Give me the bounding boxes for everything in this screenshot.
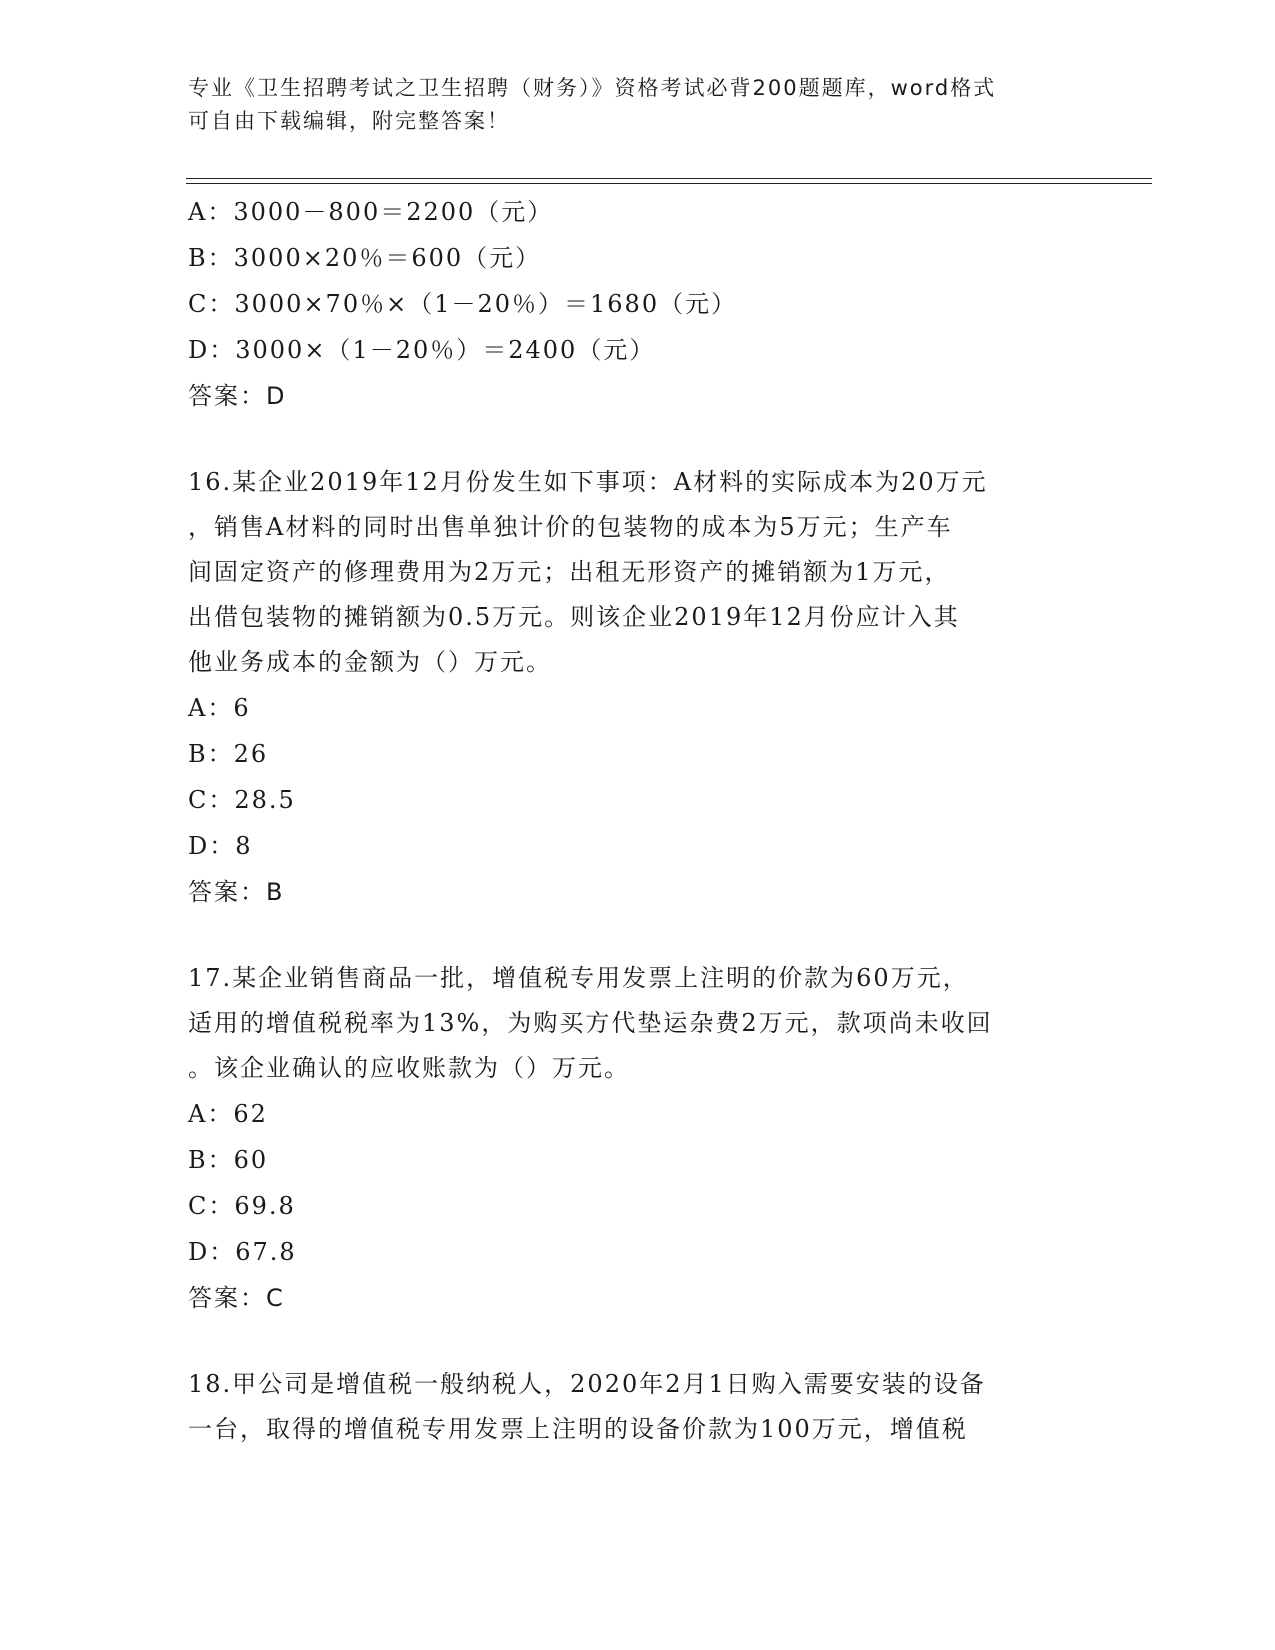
spacer	[188, 419, 1088, 460]
header-title-line-1: 专业《卫生招聘考试之卫生招聘（财务）》资格考试必背200题题库，word格式	[188, 76, 997, 100]
header-divider	[186, 178, 1152, 179]
option-c: C：28.5	[188, 786, 296, 814]
question-text-line: ，销售A材料的同时出售单独计价的包装物的成本为5万元；生产车	[188, 513, 953, 541]
question-text-line: 间固定资产的修理费用为2万元；出租无形资产的摊销额为1万元，	[188, 558, 951, 586]
question-text-line: 17.某企业销售商品一批，增值税专用发票上注明的价款为60万元，	[188, 964, 969, 992]
option-a: A：3000－800＝2200（元）	[188, 198, 554, 226]
document-body	[188, 189, 1088, 1452]
option-a: A：6	[188, 694, 251, 722]
spacer	[188, 1321, 1088, 1362]
option-c: C：3000×70％×（1－20％）＝1680（元）	[188, 290, 738, 318]
question-text-line: 他业务成本的金额为（）万元。	[188, 648, 552, 676]
answer-line: 答案：B	[188, 878, 285, 906]
document-header	[188, 72, 1068, 138]
header-title-line-2: 可自由下载编辑，附完整答案！	[188, 109, 510, 133]
question-block-17	[188, 956, 1088, 1321]
question-block-15	[188, 189, 1088, 419]
option-b: B：3000×20％＝600（元）	[188, 244, 542, 272]
option-b: B：60	[188, 1146, 269, 1174]
question-text-line: 出借包装物的摊销额为0.5万元。则该企业2019年12月份应计入其	[188, 603, 960, 631]
option-d: D：8	[188, 832, 253, 860]
option-b: B：26	[188, 740, 269, 768]
question-text-line: 16.某企业2019年12月份发生如下事项：A材料的实际成本为20万元	[188, 468, 988, 496]
question-text-line: 。该企业确认的应收账款为（）万元。	[188, 1054, 630, 1082]
header-divider-secondary	[186, 183, 1152, 184]
option-c: C：69.8	[188, 1192, 296, 1220]
question-text-line: 适用的增值税税率为13%，为购买方代垫运杂费2万元，款项尚未收回	[188, 1009, 993, 1037]
question-block-16	[188, 460, 1088, 915]
question-text-line: 18.甲公司是增值税一般纳税人，2020年2月1日购入需要安装的设备	[188, 1370, 986, 1398]
answer-line: 答案：D	[188, 382, 287, 410]
question-text-line: 一台，取得的增值税专用发票上注明的设备价款为100万元，增值税	[188, 1415, 968, 1443]
spacer	[188, 915, 1088, 956]
option-a: A：62	[188, 1100, 268, 1128]
question-block-18	[188, 1362, 1088, 1452]
option-d: D：3000×（1－20％）＝2400（元）	[188, 336, 656, 364]
option-d: D：67.8	[188, 1238, 297, 1266]
answer-line: 答案：C	[188, 1284, 285, 1312]
